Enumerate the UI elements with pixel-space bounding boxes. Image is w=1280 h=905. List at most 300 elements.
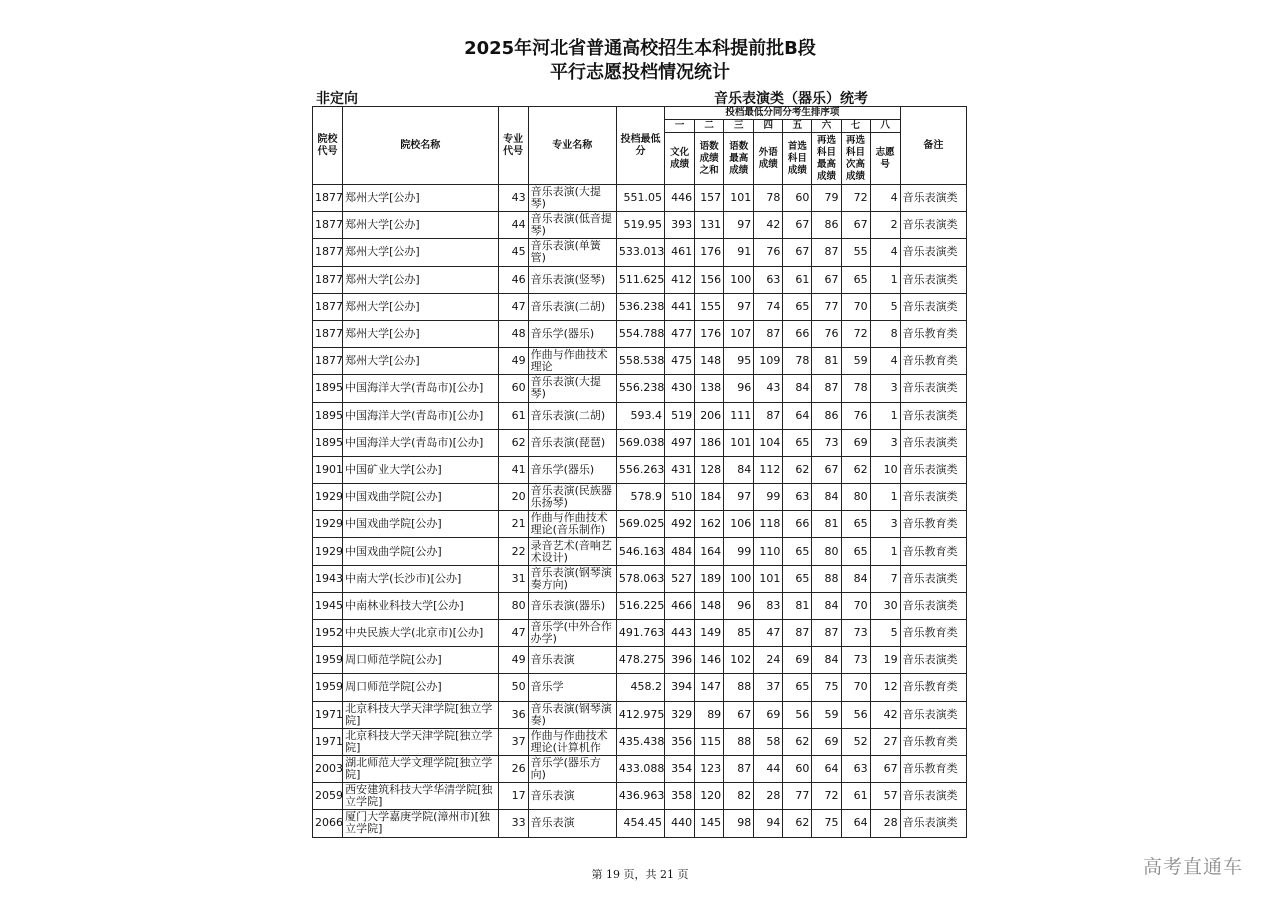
cell-elective-max	[812, 783, 841, 810]
header-tie-group: 投档最低分同分考生排序项	[665, 107, 901, 120]
cell-first-subject	[783, 484, 812, 511]
cell-culture-score-text: 519	[671, 408, 693, 422]
cell-foreign-language	[754, 402, 783, 429]
table-row	[313, 674, 967, 701]
cell-chinese-math-sum-text: 155	[700, 299, 722, 313]
cell-school-name	[343, 674, 498, 701]
cell-chinese-math-max	[724, 810, 754, 837]
cell-culture-score	[665, 783, 695, 810]
cell-first-subject	[783, 239, 812, 266]
cell-elective-max	[812, 375, 841, 402]
cell-school-code	[313, 620, 343, 647]
cell-min-score	[616, 810, 664, 837]
cell-remark	[900, 538, 966, 565]
cell-preference-number-text: 1	[890, 490, 898, 504]
cell-school-code	[313, 429, 343, 456]
cell-school-name	[343, 402, 498, 429]
cell-preference-number-text: 3	[890, 435, 898, 449]
cell-chinese-math-sum-text: 162	[700, 517, 722, 531]
cell-culture-score-text: 497	[671, 435, 693, 449]
header-preference-number: 志愿号	[870, 133, 900, 185]
cell-culture-score	[665, 620, 695, 647]
cell-min-score	[616, 755, 664, 782]
cell-chinese-math-sum-text: 186	[700, 435, 722, 449]
cell-school-name-text: 郑州大学[公办]	[345, 272, 420, 286]
cell-school-code-text: 1895	[315, 408, 343, 422]
cell-culture-score-text: 461	[671, 245, 693, 259]
cell-preference-number	[870, 647, 900, 674]
cell-elective-second-text: 73	[853, 626, 868, 640]
cell-school-name-text: 中国戏曲学院[公办]	[345, 544, 442, 558]
header-foreign-language: 外语成绩	[754, 133, 783, 185]
cell-school-name-text: 湖北师范大学文理学院[独立学院]	[345, 756, 493, 782]
cell-min-score	[616, 728, 664, 755]
cell-preference-number-text: 5	[890, 299, 898, 313]
cell-elective-second	[841, 212, 870, 239]
cell-school-name	[343, 728, 498, 755]
cell-foreign-language-text: 94	[766, 816, 781, 830]
cell-elective-max	[812, 755, 841, 782]
cell-elective-max	[812, 592, 841, 619]
cell-first-subject-text: 65	[795, 571, 810, 585]
cell-major-code-text: 50	[511, 680, 526, 694]
cell-elective-second	[841, 456, 870, 483]
cell-elective-second-text: 76	[853, 408, 868, 422]
cell-remark-text: 音乐表演类	[902, 462, 958, 476]
cell-first-subject	[783, 511, 812, 538]
cell-major-code-text: 62	[511, 435, 526, 449]
cell-chinese-math-sum-text: 149	[700, 626, 722, 640]
cell-culture-score	[665, 701, 695, 728]
table-row	[313, 701, 967, 728]
cell-chinese-math-sum-text: 146	[700, 653, 722, 667]
cell-elective-max-text: 67	[824, 272, 839, 286]
cell-school-name	[343, 783, 498, 810]
cell-school-code-text: 1929	[315, 490, 343, 504]
cell-chinese-math-max	[724, 375, 754, 402]
cell-major-code	[498, 293, 528, 320]
cell-elective-second-text: 55	[853, 245, 868, 259]
cell-min-score	[616, 402, 664, 429]
cell-major-name-text: 录音艺术(音响艺术设计)	[530, 538, 612, 564]
cell-first-subject	[783, 348, 812, 375]
cell-major-code	[498, 484, 528, 511]
cell-min-score-text: 533.013	[618, 245, 665, 259]
cell-preference-number	[870, 701, 900, 728]
cell-preference-number-text: 57	[883, 789, 898, 803]
table-row	[313, 783, 967, 810]
header-elective-second: 再选科目次高成绩	[841, 133, 870, 185]
cell-culture-score	[665, 810, 695, 837]
cell-school-name	[343, 484, 498, 511]
cell-first-subject	[783, 429, 812, 456]
cell-major-name	[528, 484, 616, 511]
cell-remark-text: 音乐教育类	[902, 734, 958, 748]
cell-chinese-math-max	[724, 320, 754, 347]
cell-elective-second-text: 72	[853, 327, 868, 341]
header-chinese-math-sum: 语数成绩之和	[695, 133, 724, 185]
cell-elective-second	[841, 484, 870, 511]
cell-remark-text: 音乐表演类	[902, 299, 958, 313]
cell-school-name	[343, 375, 498, 402]
cell-preference-number	[870, 592, 900, 619]
cell-culture-score-text: 329	[671, 707, 693, 721]
table-row	[313, 620, 967, 647]
cell-remark	[900, 810, 966, 837]
header-rank-1: 一	[665, 120, 695, 133]
cell-major-code-text: 44	[511, 218, 526, 232]
cell-first-subject	[783, 375, 812, 402]
cell-foreign-language-text: 87	[766, 408, 781, 422]
cell-elective-second-text: 70	[853, 680, 868, 694]
table-row	[313, 293, 967, 320]
cell-chinese-math-max	[724, 538, 754, 565]
cell-remark	[900, 565, 966, 592]
cell-foreign-language	[754, 456, 783, 483]
cell-first-subject-text: 67	[795, 218, 810, 232]
cell-preference-number	[870, 402, 900, 429]
cell-major-code-text: 80	[511, 598, 526, 612]
cell-major-code-text: 41	[511, 462, 526, 476]
cell-remark	[900, 620, 966, 647]
cell-remark-text: 音乐表演类	[902, 789, 958, 803]
header-major-code: 专业代号	[498, 107, 528, 185]
cell-chinese-math-sum	[695, 783, 724, 810]
cell-chinese-math-max-text: 88	[737, 734, 752, 748]
cell-major-name	[528, 701, 616, 728]
cell-first-subject	[783, 456, 812, 483]
cell-elective-second	[841, 592, 870, 619]
cell-chinese-math-sum-text: 156	[700, 272, 722, 286]
cell-first-subject-text: 61	[795, 272, 810, 286]
cell-elective-second-text: 72	[853, 191, 868, 205]
cell-culture-score	[665, 538, 695, 565]
cell-remark-text: 音乐表演类	[902, 218, 958, 232]
cell-major-name-text: 音乐表演(二胡)	[530, 408, 606, 422]
cell-chinese-math-max-text: 67	[737, 707, 752, 721]
cell-school-name	[343, 511, 498, 538]
cell-chinese-math-sum	[695, 239, 724, 266]
cell-elective-second-text: 56	[853, 707, 868, 721]
cell-chinese-math-sum-text: 123	[700, 762, 722, 776]
cell-school-code-text: 2003	[315, 762, 343, 776]
cell-foreign-language	[754, 783, 783, 810]
cell-chinese-math-max	[724, 783, 754, 810]
cell-culture-score-text: 441	[671, 299, 693, 313]
cell-foreign-language-text: 28	[766, 789, 781, 803]
cell-school-name-text: 郑州大学[公办]	[345, 245, 420, 259]
cell-foreign-language	[754, 592, 783, 619]
cell-major-code	[498, 185, 528, 212]
cell-major-code-text: 31	[511, 571, 526, 585]
header-major-name: 专业名称	[528, 107, 616, 185]
cell-major-code-text: 49	[511, 354, 526, 368]
cell-major-code	[498, 402, 528, 429]
cell-elective-second-text: 69	[853, 435, 868, 449]
cell-preference-number	[870, 538, 900, 565]
cell-school-code	[313, 185, 343, 212]
cell-culture-score	[665, 429, 695, 456]
header-rank-4: 四	[754, 120, 783, 133]
cell-min-score-text: 519.95	[623, 218, 663, 232]
cell-school-code	[313, 402, 343, 429]
cell-elective-second	[841, 320, 870, 347]
cell-chinese-math-max-text: 98	[737, 816, 752, 830]
cell-foreign-language	[754, 728, 783, 755]
cell-major-code	[498, 620, 528, 647]
cell-first-subject-text: 60	[795, 762, 810, 776]
cell-school-name	[343, 701, 498, 728]
cell-school-name-text: 郑州大学[公办]	[345, 218, 420, 232]
cell-min-score	[616, 701, 664, 728]
cell-foreign-language	[754, 266, 783, 293]
cell-school-code-text: 1901	[315, 462, 343, 476]
cell-min-score-text: 556.263	[618, 462, 665, 476]
cell-min-score	[616, 674, 664, 701]
cell-chinese-math-sum	[695, 538, 724, 565]
cell-chinese-math-max	[724, 429, 754, 456]
cell-major-code	[498, 810, 528, 837]
cell-elective-second	[841, 511, 870, 538]
cell-school-code-text: 1895	[315, 381, 343, 395]
cell-elective-max	[812, 701, 841, 728]
cell-preference-number-text: 27	[883, 734, 898, 748]
cell-chinese-math-max-text: 87	[737, 762, 752, 776]
cell-preference-number-text: 4	[890, 191, 898, 205]
cell-elective-max-text: 86	[824, 218, 839, 232]
cell-elective-second	[841, 348, 870, 375]
cell-foreign-language-text: 63	[766, 272, 781, 286]
cell-major-name-text: 音乐学(器乐)	[530, 462, 595, 476]
cell-preference-number	[870, 239, 900, 266]
cell-elective-second	[841, 402, 870, 429]
cell-chinese-math-sum	[695, 810, 724, 837]
cell-min-score-text: 436.963	[618, 789, 665, 803]
cell-foreign-language	[754, 674, 783, 701]
cell-school-code	[313, 538, 343, 565]
cell-school-code	[313, 783, 343, 810]
cell-culture-score-text: 354	[671, 762, 693, 776]
cell-major-code-text: 47	[511, 626, 526, 640]
cell-major-code-text: 45	[511, 245, 526, 259]
cell-first-subject	[783, 185, 812, 212]
cell-school-name	[343, 620, 498, 647]
cell-foreign-language	[754, 375, 783, 402]
cell-culture-score	[665, 592, 695, 619]
cell-major-code-text: 21	[511, 517, 526, 531]
cell-chinese-math-sum	[695, 484, 724, 511]
cell-chinese-math-sum-text: 176	[700, 245, 722, 259]
cell-elective-max	[812, 620, 841, 647]
cell-foreign-language-text: 76	[766, 245, 781, 259]
cell-school-code	[313, 375, 343, 402]
cell-culture-score-text: 443	[671, 626, 693, 640]
cell-major-name	[528, 402, 616, 429]
cell-min-score-text: 593.4	[630, 408, 663, 422]
table-row	[313, 511, 967, 538]
cell-culture-score	[665, 239, 695, 266]
cell-elective-max-text: 67	[824, 462, 839, 476]
cell-elective-max	[812, 320, 841, 347]
cell-school-name	[343, 239, 498, 266]
cell-preference-number	[870, 755, 900, 782]
cell-culture-score	[665, 456, 695, 483]
cell-preference-number-text: 10	[883, 462, 898, 476]
header-first-subject: 首选科目成绩	[783, 133, 812, 185]
cell-chinese-math-max-text: 111	[730, 408, 752, 422]
cell-first-subject-text: 65	[795, 299, 810, 313]
cell-chinese-math-sum-text: 148	[700, 598, 722, 612]
cell-major-name	[528, 511, 616, 538]
cell-elective-max-text: 75	[824, 816, 839, 830]
cell-elective-second-text: 67	[853, 218, 868, 232]
cell-elective-second	[841, 674, 870, 701]
cell-chinese-math-sum	[695, 456, 724, 483]
cell-elective-second	[841, 701, 870, 728]
cell-remark-text: 音乐表演类	[902, 245, 958, 259]
cell-elective-max-text: 86	[824, 408, 839, 422]
cell-preference-number-text: 4	[890, 245, 898, 259]
cell-elective-max-text: 87	[824, 245, 839, 259]
cell-major-code-text: 20	[511, 490, 526, 504]
cell-school-name-text: 北京科技大学天津学院[独立学院]	[345, 701, 493, 727]
cell-elective-second	[841, 375, 870, 402]
cell-major-code	[498, 647, 528, 674]
cell-remark	[900, 320, 966, 347]
cell-culture-score	[665, 728, 695, 755]
cell-culture-score-text: 440	[671, 816, 693, 830]
cell-school-name-text: 厦门大学嘉庚学院(漳州市)[独立学院]	[345, 810, 490, 836]
cell-min-score	[616, 456, 664, 483]
cell-school-name-text: 郑州大学[公办]	[345, 299, 420, 313]
cell-preference-number	[870, 511, 900, 538]
cell-min-score	[616, 239, 664, 266]
cell-major-name-text: 音乐表演(大提琴)	[530, 185, 601, 211]
cell-elective-max	[812, 565, 841, 592]
cell-remark-text: 音乐表演类	[902, 490, 958, 504]
cell-major-name-text: 音乐学(器乐)	[530, 327, 595, 341]
cell-major-name	[528, 185, 616, 212]
cell-elective-second	[841, 647, 870, 674]
admission-table	[312, 106, 967, 838]
cell-major-code	[498, 511, 528, 538]
cell-chinese-math-max-text: 97	[737, 299, 752, 313]
cell-preference-number-text: 1	[890, 408, 898, 422]
cell-school-code-text: 1877	[315, 191, 343, 205]
cell-first-subject	[783, 674, 812, 701]
cell-foreign-language-text: 101	[759, 571, 781, 585]
cell-min-score-text: 458.2	[630, 680, 663, 694]
cell-culture-score-text: 412	[671, 272, 693, 286]
cell-chinese-math-sum	[695, 402, 724, 429]
cell-elective-second-text: 65	[853, 517, 868, 531]
cell-chinese-math-max	[724, 293, 754, 320]
cell-min-score-text: 412.975	[618, 707, 665, 721]
cell-preference-number-text: 8	[890, 327, 898, 341]
cell-major-name-text: 作曲与作曲技术理论	[530, 348, 608, 374]
cell-school-code	[313, 810, 343, 837]
cell-foreign-language	[754, 484, 783, 511]
cell-remark	[900, 674, 966, 701]
cell-elective-max	[812, 212, 841, 239]
cell-elective-max	[812, 456, 841, 483]
cell-min-score	[616, 538, 664, 565]
cell-elective-max-text: 73	[824, 435, 839, 449]
cell-major-name	[528, 783, 616, 810]
cell-major-code-text: 22	[511, 544, 526, 558]
cell-major-name-text: 音乐表演	[530, 653, 575, 667]
cell-elective-max	[812, 402, 841, 429]
cell-preference-number-text: 7	[890, 571, 898, 585]
cell-major-code-text: 49	[511, 653, 526, 667]
cell-first-subject-text: 69	[795, 653, 810, 667]
cell-culture-score-text: 393	[671, 218, 693, 232]
cell-first-subject	[783, 755, 812, 782]
cell-school-code-text: 1943	[315, 571, 343, 585]
cell-first-subject-text: 66	[795, 517, 810, 531]
cell-chinese-math-sum-text: 157	[700, 191, 722, 205]
cell-major-name	[528, 375, 616, 402]
cell-school-name	[343, 293, 498, 320]
cell-elective-second	[841, 755, 870, 782]
cell-chinese-math-max-text: 88	[737, 680, 752, 694]
table-row	[313, 810, 967, 837]
cell-foreign-language	[754, 320, 783, 347]
cell-chinese-math-max	[724, 185, 754, 212]
cell-min-score-text: 554.788	[618, 327, 665, 341]
cell-major-code	[498, 755, 528, 782]
cell-first-subject	[783, 293, 812, 320]
cell-elective-max	[812, 348, 841, 375]
cell-remark	[900, 456, 966, 483]
cell-remark	[900, 592, 966, 619]
cell-major-code	[498, 592, 528, 619]
cell-elective-max-text: 84	[824, 653, 839, 667]
cell-foreign-language-text: 43	[766, 381, 781, 395]
cell-min-score-text: 536.238	[618, 299, 665, 313]
cell-school-name-text: 中国矿业大学[公办]	[345, 462, 442, 476]
cell-school-name	[343, 320, 498, 347]
cell-chinese-math-max	[724, 484, 754, 511]
cell-min-score-text: 435.438	[618, 734, 665, 748]
cell-chinese-math-sum-text: 189	[700, 571, 722, 585]
cell-culture-score-text: 510	[671, 490, 693, 504]
cell-school-code-text: 1959	[315, 653, 343, 667]
cell-chinese-math-max	[724, 647, 754, 674]
cell-remark	[900, 239, 966, 266]
cell-remark-text: 音乐教育类	[902, 354, 958, 368]
cell-foreign-language	[754, 810, 783, 837]
cell-foreign-language-text: 47	[766, 626, 781, 640]
cell-elective-second-text: 62	[853, 462, 868, 476]
cell-school-name-text: 中南林业科技大学[公办]	[345, 598, 464, 612]
table-row	[313, 239, 967, 266]
cell-chinese-math-sum-text: 184	[700, 490, 722, 504]
cell-school-code-text: 1877	[315, 218, 343, 232]
cell-chinese-math-max	[724, 212, 754, 239]
cell-chinese-math-sum	[695, 511, 724, 538]
header-rank-2: 二	[695, 120, 724, 133]
cell-major-code	[498, 429, 528, 456]
watermark: 高考直通车	[1143, 856, 1244, 878]
page-footer: 第 19 页，共 21 页	[591, 868, 689, 881]
cell-chinese-math-sum-text: 206	[700, 408, 722, 422]
cell-remark	[900, 375, 966, 402]
cell-major-name-text: 音乐表演(二胡)	[530, 299, 606, 313]
cell-school-code	[313, 212, 343, 239]
cell-elective-max-text: 77	[824, 299, 839, 313]
cell-school-name-text: 周口师范学院[公办]	[345, 653, 442, 667]
